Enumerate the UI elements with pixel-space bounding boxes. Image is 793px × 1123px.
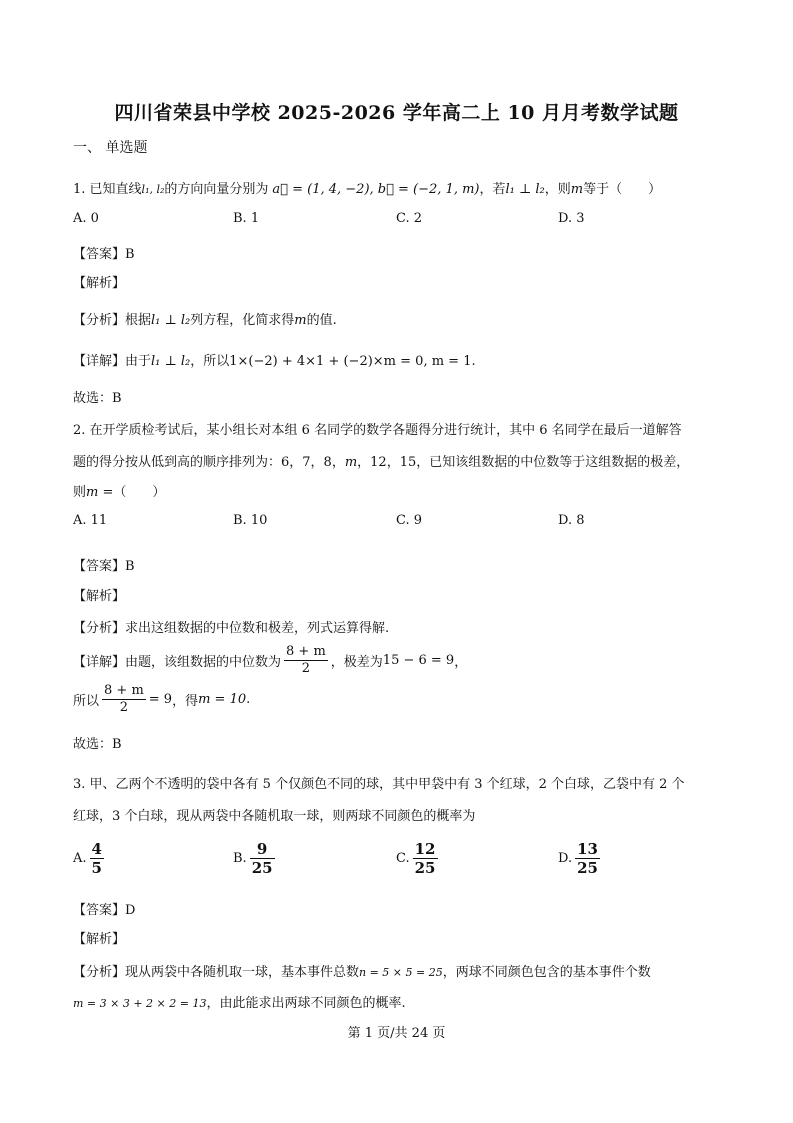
q1-xiangjie-text-2: ，所以: [190, 354, 230, 369]
q2-xiangjie-text-3: ，: [454, 655, 468, 670]
q1-fenxi-text-3: 的值.: [306, 313, 337, 328]
q3-option-b: [233, 840, 278, 877]
q3-option-d-fraction: [575, 840, 600, 877]
q1-stem-text-4: ，则: [544, 182, 571, 197]
q1-fenxi-text-2: 列方程，化简求得: [190, 313, 295, 328]
q2-line-3: [73, 481, 165, 500]
q2-line-3-equation: m =: [86, 485, 114, 500]
q2-line-1: 2. 在开学质检考试后，某小组长对本组 6 名同学的数学各题得分进行统计，其中 6 名同学在最后一道解答: [73, 423, 682, 438]
q1-xiangjie-text: 【详解】由于: [73, 354, 152, 369]
q2-median-fraction: [284, 644, 328, 677]
q2-line-2: [73, 451, 689, 470]
q2-so-text: 所以: [73, 694, 100, 709]
q3-option-d: [558, 840, 603, 877]
q3-option-d-denominator: 25: [577, 859, 598, 877]
q3-fenxi-text-3: ，由此能求出两球不同颜色的概率.: [206, 996, 406, 1011]
q3-option-c-fraction: [413, 840, 438, 877]
q2-so-text-2: ，得: [172, 694, 199, 709]
q3-option-a-fraction: [90, 840, 104, 877]
q2-option-c: C. 9: [396, 513, 423, 528]
q3-option-a-denominator: 5: [91, 859, 102, 877]
q2-line-2-text: 题的得分按从低到高的顺序排列为：6，7，8，: [73, 455, 345, 470]
q2-so-fraction-denominator: 2: [119, 700, 129, 715]
section-heading: 一、 单选题: [73, 140, 148, 156]
q3-option-c: [396, 840, 441, 877]
q1-choice: 故选：B: [73, 391, 122, 406]
q3-option-b-numerator: 9: [250, 840, 275, 859]
q3-analysis-label: 【解析】: [73, 932, 126, 947]
q3-option-c-label: C.: [396, 851, 410, 866]
q1-option-a: A. 0: [73, 211, 99, 226]
q3-option-a: [73, 840, 107, 877]
q1-vectors: a⃗ = (1, 4, −2), b⃗ = (−2, 1, m): [272, 182, 480, 197]
q1-variable: m: [570, 182, 584, 197]
q2-line-2-text-2: ，12，15，已知该组数据的中位数等于这组数据的极差，: [357, 455, 690, 470]
q2-option-d: D. 8: [558, 513, 585, 528]
q1-xiangjie-text-3: .: [471, 354, 476, 369]
q1-stem-text: 1. 已知直线: [73, 182, 142, 197]
q2-line-3-text: 则: [73, 485, 87, 500]
q2-analysis-label: 【解析】: [73, 589, 126, 604]
q2-line-3-text-2: （ ）: [113, 485, 166, 500]
q1-stem-text-3: ，若: [479, 182, 506, 197]
q1-fenxi-condition: l₁ ⊥ l₂: [151, 313, 191, 328]
q1-stem-text-5: 等于（ ）: [583, 182, 662, 197]
q3-option-c-denominator: 25: [414, 859, 436, 877]
page-title: 四川省荣县中学校 2025-2026 学年高二上 10 月月考数学试题: [114, 102, 679, 124]
q2-so-text-3: .: [246, 692, 251, 707]
q1-option-c: C. 2: [396, 211, 423, 226]
q1-xiangjie-condition: l₁ ⊥ l₂: [151, 354, 191, 369]
q2-fraction-numerator: 8 + m: [286, 644, 326, 659]
q1-fenxi-text: 【分析】根据: [73, 313, 152, 328]
q3-line-2: 红球，3 个白球，现从两袋中各随机取一球，则两球不同颜色的概率为: [73, 809, 476, 824]
q3-option-d-label: D.: [558, 851, 573, 866]
q2-range-equation: 15 − 6 = 9: [382, 653, 455, 668]
page-footer: 第 1 页/共 24 页: [347, 1026, 446, 1041]
question-1-stem: [73, 178, 661, 197]
q2-fraction-denominator: 2: [301, 661, 311, 676]
q3-fenxi-equation-2: m = 3 × 3 + 2 × 2 = 13: [73, 997, 207, 1010]
q3-line-1: 3. 甲、乙两个不透明的袋中各有 5 个仅颜色不同的球，其中甲袋中有 3 个红球，2 个白球，乙袋中有 2 个: [73, 777, 685, 792]
q2-xiangjie: [73, 644, 467, 677]
q2-so-fraction: [102, 683, 146, 716]
q2-fenxi: 【分析】求出这组数据的中位数和极差，列式运算得解.: [73, 621, 390, 636]
q1-condition: l₁ ⊥ l₂: [505, 182, 545, 197]
q1-fenxi-variable: m: [294, 313, 307, 328]
q3-fenxi-equation-1: n = 5 × 5 = 25: [359, 966, 443, 979]
q3-fenxi-text-2: ，两球不同颜色包含的基本事件个数: [442, 965, 651, 980]
q2-variable: m: [344, 455, 358, 470]
q3-answer: 【答案】D: [73, 903, 136, 918]
q1-analysis-label: 【解析】: [73, 276, 126, 291]
q3-option-a-numerator: 4: [91, 840, 102, 858]
q3-option-a-label: A.: [73, 851, 87, 866]
q2-so-line: [73, 683, 250, 716]
q3-option-d-numerator: 13: [577, 840, 598, 858]
q1-option-b: B. 1: [233, 211, 260, 226]
q1-option-d: D. 3: [558, 211, 585, 226]
q2-so-fraction-numerator: 8 + m: [104, 683, 144, 698]
q2-option-a: A. 11: [73, 513, 108, 528]
q2-xiangjie-text: 【详解】由题，该组数据的中位数为: [73, 655, 282, 670]
q2-so-equation: = 9: [148, 692, 173, 707]
q3-fenxi-text: 【分析】现从两袋中各随机取一球，基本事件总数: [73, 965, 360, 980]
q2-xiangjie-text-2: ，极差为: [330, 655, 383, 670]
q1-lines-symbol: l₁, l₂: [141, 183, 165, 196]
q3-fenxi-line-2: [73, 992, 406, 1011]
q1-fenxi: [73, 309, 337, 328]
q3-option-b-label: B.: [233, 851, 247, 866]
q2-choice: 故选：B: [73, 737, 122, 752]
q1-stem-text-2: 的方向向量分别为: [164, 182, 269, 197]
q1-answer: 【答案】B: [73, 247, 135, 262]
q1-xiangjie-equation: 1×(−2) + 4×1 + (−2)×m = 0, m = 1: [229, 354, 472, 369]
q2-so-result: m = 10: [198, 692, 247, 707]
q1-xiangjie: [73, 350, 476, 369]
q3-option-c-numerator: 12: [414, 840, 436, 858]
q3-option-b-denominator: 25: [251, 859, 273, 877]
q3-option-b-fraction: [250, 840, 275, 877]
q2-answer: 【答案】B: [73, 559, 135, 574]
q3-fenxi-line-1: [73, 961, 651, 980]
q2-option-b: B. 10: [233, 513, 268, 528]
